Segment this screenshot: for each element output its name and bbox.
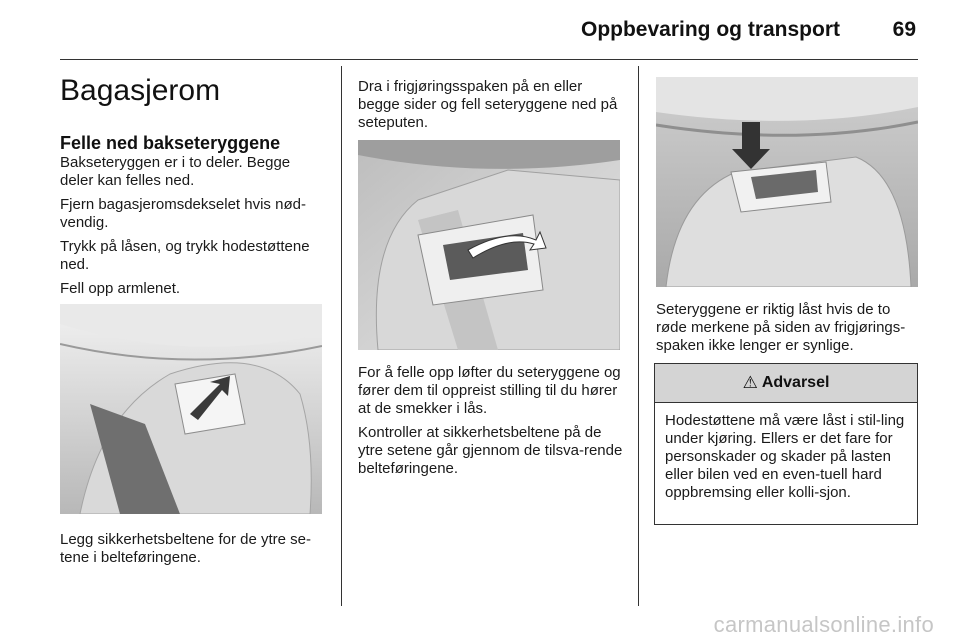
paragraph: Kontroller at sikkerhetsbeltene på de ytre setene går gjennom de tilsva-rende belteføringene. [358, 424, 623, 477]
subheading: Felle ned bakseteryggene [60, 133, 281, 153]
warning-body [655, 403, 917, 502]
header-rule [60, 59, 918, 60]
warning-triangle-icon: ⚠ [742, 373, 758, 392]
column-divider-2 [638, 66, 639, 606]
warning-header [655, 364, 917, 403]
paragraph: Trykk på låsen, og trykk hodestøttene ned. [60, 238, 310, 273]
paragraph: For å felle opp løfter du seteryggene og fører dem til oppreist stilling til du hører at de smekker i lås. [358, 364, 621, 417]
section-title: Bagasjerom [60, 74, 221, 107]
photo-red-markers [656, 77, 918, 287]
warning-box [654, 363, 918, 525]
column-divider-1 [341, 66, 342, 606]
warning-text: Hodestøttene må være låst i stil-ling under kjøring. Ellers er det fare for personskader og skader på lasten eller bilen ved en even-tuell hard oppbremsing eller kolli-sjon. [665, 412, 905, 501]
warning-title: Advarsel [761, 374, 830, 391]
column-2-text [358, 364, 624, 484]
page-header-title: Oppbevaring og transport [580, 18, 840, 41]
watermark: carmanualsonline.info [713, 612, 934, 637]
photo-headrest-lock-illustration [60, 304, 322, 514]
column-3-caption [656, 301, 924, 361]
photo-release-lever [358, 140, 620, 350]
photo-headrest-lock [60, 304, 322, 514]
paragraph: Fjern bagasjeromsdekselet hvis nød-vendig. [60, 196, 306, 231]
paragraph: Bakseteryggen er i to deler. Begge deler kan felles ned. [60, 154, 291, 189]
page-number: 69 [892, 18, 916, 41]
column-2-intro [358, 78, 624, 138]
column-1-text [60, 132, 322, 304]
photo-red-markers-illustration [656, 77, 918, 287]
caption: Seteryggene er riktig låst hvis de to røde merkene på siden av frigjørings-spaken ikke lenger er synlige. [656, 301, 906, 354]
caption: Legg sikkerhetsbeltene for de ytre se-tene i belteføringene. [60, 531, 311, 566]
paragraph: Fell opp armlenet. [60, 280, 181, 297]
photo-release-lever-illustration [358, 140, 620, 350]
paragraph: Dra i frigjøringsspaken på en eller begge sider og fell seteryggene ned på seteputen. [358, 78, 618, 131]
column-1-caption [60, 531, 322, 573]
